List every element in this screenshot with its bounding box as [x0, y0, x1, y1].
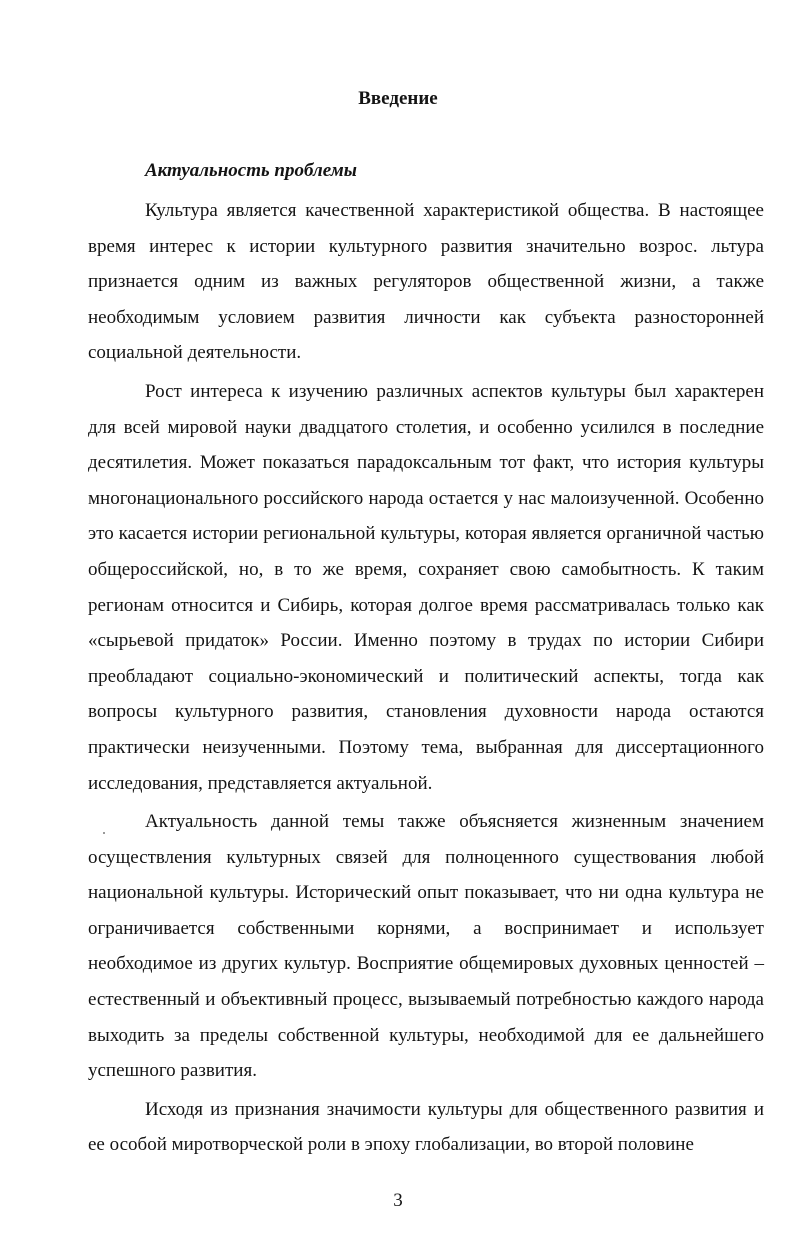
- page-number: 3: [393, 1190, 403, 1211]
- paragraph-2: Рост интереса к изучению различных аспектов культуры был характерен для всей мировой науки двадцатого столетия, и особенно усилился в последние десятилетия. Может показаться парадоксальным тот факт, что история культуры многонационального российского народа остается у нас малоизученной. Особенно это касается истории региональной культуры, которая является органичной частью общероссийской, но, в то же время, сохраняет свою самобытность. К таким регионам относится и Сибирь, которая долгое время рассматривалась только как «сырьевой придаток» России. Именно поэтому в трудах по истории Сибири преобладают социально-экономический и политический аспекты, тогда как вопросы культурного развития, становления духовности народа остаются практически неизученными. Поэтому тема, выбранная для диссертационного исследования, представляется актуальной.: [88, 380, 764, 794]
- paragraph-4: Исходя из признания значимости культуры для общественного развития и ее особой миротворческой роли в эпоху глобализации, во второй половине: [88, 1098, 764, 1156]
- section-heading: Актуальность проблемы: [145, 160, 357, 181]
- body-text: [88, 193, 764, 1163]
- scan-speck: [103, 832, 105, 834]
- page-title: Введение: [358, 88, 438, 109]
- paragraph-3: Актуальность данной темы также объясняется жизненным значением осуществления культурных связей для полноценного существования любой национальной культуры. Исторический опыт показывает, что ни одна культура не ограничивается собственными корнями, а воспринимает и использует необходимое из других культур. Восприятие общемировых духовных ценностей – естественный и объективный процесс, вызываемый потребностью каждого народа выходить за пределы собственной культуры, необходимой для ее дальнейшего успешного развития.: [88, 811, 764, 1082]
- paragraph-1: Культура является качественной характеристикой общества. В настоящее время интерес к истории культурного развития значительно возрос. льтура признается одним из важных регуляторов общественной жизни, а также необходимым условием развития личности как субъекта разносторонней социальной деятельности.: [88, 200, 764, 364]
